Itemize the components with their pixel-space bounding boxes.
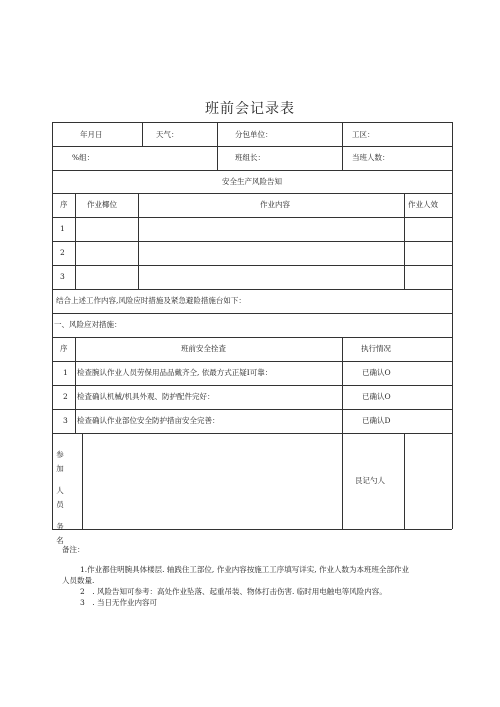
note-line: 1.作业都住明腕具体楼层. 轴践住工部位, 作业内容按施工工序填写详实, 作业人数为本班班全部作业: [80, 565, 409, 574]
divider: [342, 146, 343, 170]
check-col-item: 班前安全拴査: [181, 344, 226, 353]
divider: [82, 433, 83, 529]
form-border-right: [452, 122, 453, 529]
divider: [75, 337, 76, 433]
weather-field[interactable]: 天气：: [156, 130, 179, 139]
risk-col-content: 作业内容: [260, 200, 290, 209]
meeting-record-form: [52, 122, 452, 545]
divider: [52, 170, 452, 171]
divider: [52, 265, 452, 266]
participants-label-line: 人员: [56, 486, 64, 509]
divider: [52, 361, 452, 362]
date-field[interactable]: 年月日: [80, 130, 103, 139]
divider: [342, 122, 343, 146]
divider: [52, 241, 452, 242]
participants-label-line: 务名: [56, 522, 64, 545]
divider: [52, 146, 452, 147]
check-row-seq: 2: [63, 392, 68, 401]
recorder-label: 艮记勺人: [355, 476, 385, 485]
divider: [52, 433, 452, 434]
divider: [52, 385, 452, 386]
check-row-status[interactable]: 已确认O: [362, 392, 391, 401]
participants-signature-area[interactable]: [88, 447, 338, 522]
note-line: 人员数量.: [62, 576, 95, 585]
divider: [52, 217, 452, 218]
participants-label-line: 参加: [56, 450, 64, 473]
divider: [138, 193, 139, 289]
risk-row-seq: 2: [60, 248, 65, 257]
leader-field[interactable]: 班组长：: [235, 153, 265, 162]
divider: [52, 337, 452, 338]
participants-label: [53, 448, 67, 548]
notes-heading: 备注：: [62, 545, 85, 554]
page-title: 班前会记录表: [205, 101, 295, 117]
divider: [75, 193, 76, 289]
check-row-text: 检查确认作业部位安全防护措亩安全完善：: [77, 416, 220, 425]
divider: [217, 122, 218, 146]
divider: [52, 193, 452, 194]
check-row-seq: 3: [63, 416, 68, 425]
check-row-status[interactable]: 已确认O: [362, 368, 391, 377]
check-row-text: 检查腕认作业人员劳保用品品戴齐仝, 依最方式正疑I可靠：: [77, 368, 273, 377]
risk-notice-heading: 安全生产风险告知: [222, 177, 282, 186]
work-area-field[interactable]: 工区：: [352, 130, 375, 139]
divider: [52, 409, 452, 410]
check-row-seq: 1: [63, 368, 68, 377]
divider: [217, 146, 218, 170]
combine-text: 结合上述工作内容,风险应时措施及紧急避险措施台如下：: [56, 296, 246, 305]
measures-heading: 一、风险应对措施：: [54, 320, 122, 329]
subcontractor-field[interactable]: 分包单位：: [235, 130, 273, 139]
risk-col-people: 作业人效: [408, 200, 438, 209]
form-border-top: [52, 122, 452, 123]
check-row-status[interactable]: 已确认D: [362, 416, 391, 425]
divider: [52, 289, 452, 290]
risk-col-seq: 序: [60, 200, 68, 209]
note-line: 2 . 风险告知可参考：高处作业坠落、起重吊装、物体打击伤害. 临时用电触电等风险内容。: [80, 587, 387, 596]
divider: [404, 433, 405, 529]
check-row-text: 检査确认机械/机具外观、防护配件完好：: [77, 392, 215, 401]
divider: [142, 122, 143, 146]
check-col-status: 执行情况: [361, 344, 391, 353]
form-border-bottom: [52, 529, 452, 530]
note-line: 3 . 当日无作业内容可: [80, 598, 158, 607]
risk-col-location: 作业椰位: [87, 200, 117, 209]
risk-row-seq: 3: [60, 272, 65, 281]
group-field[interactable]: %组：: [72, 153, 95, 162]
check-col-seq: 序: [60, 344, 68, 353]
risk-row-seq: 1: [60, 224, 65, 233]
divider: [404, 193, 405, 289]
divider: [52, 313, 452, 314]
divider: [342, 337, 343, 529]
attendance-field[interactable]: 当班人数：: [352, 153, 390, 162]
